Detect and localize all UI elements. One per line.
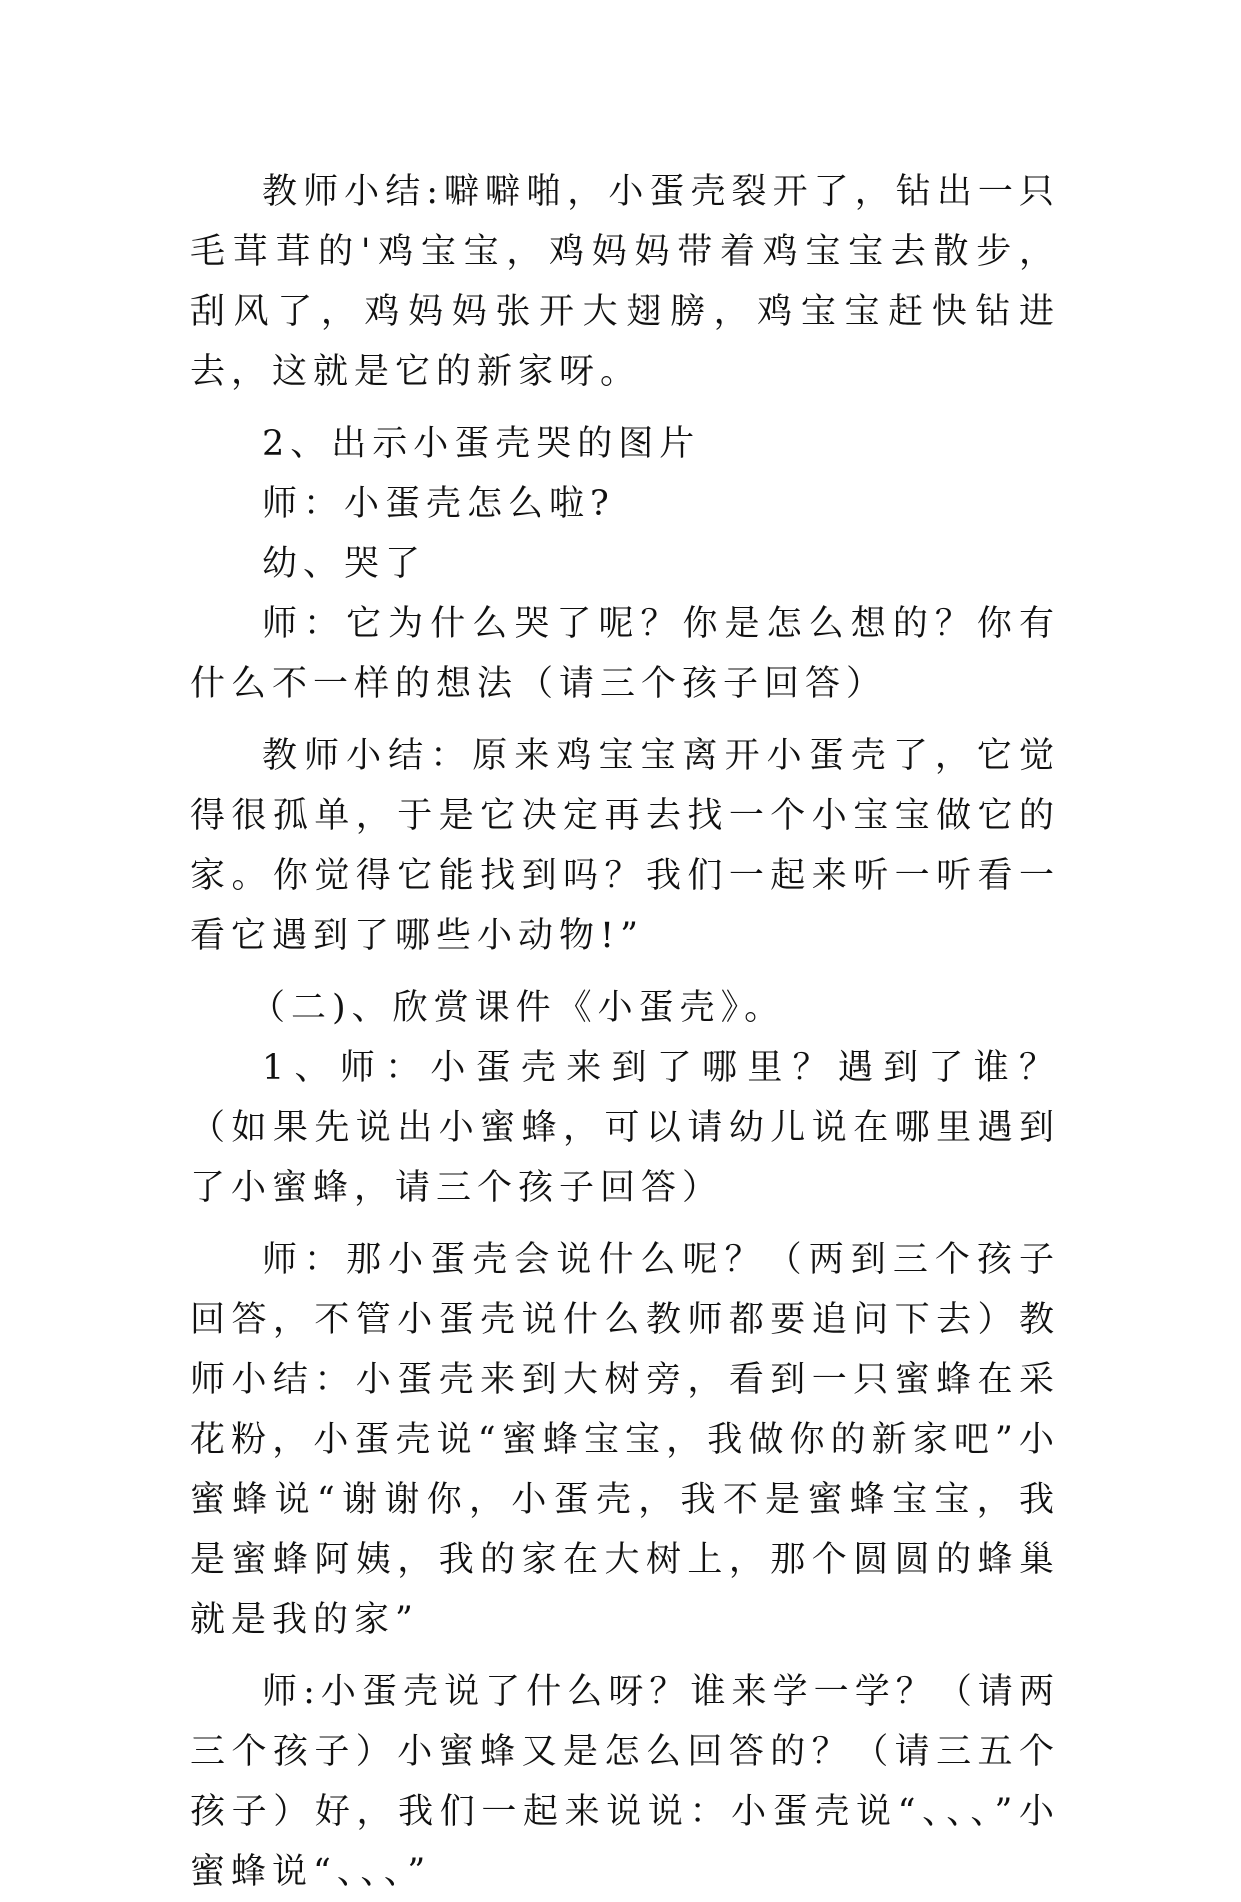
paragraph-practice-dialogue: 师:小蛋壳说了什么呀？谁来学一学？（请两三个孩子）小蜜蜂又是怎么回答的？（请三五个孩子）好，我们一起来说说：小蛋壳说“、、、”小蜜蜂说“、、、” xyxy=(190,1672,1060,1892)
paragraph-teacher-question-1: 师：小蛋壳怎么啦? xyxy=(262,484,615,524)
paragraph-teacher-summary-2: 教师小结：原来鸡宝宝离开小蛋壳了，它觉得很孤单，于是它决定再去找一个小宝宝做它的家。你觉得它能找到吗？我们一起来听一听看一看它遇到了哪些小动物!” xyxy=(190,736,1060,956)
paragraph-teacher-question-2: 师：它为什么哭了呢？你是怎么想的？你有什么不一样的想法（请三个孩子回答） xyxy=(190,604,1060,704)
paragraph-child-answer-1: 幼、哭了 xyxy=(262,544,427,584)
paragraph-section-heading: （二)、欣赏课件《小蛋壳》。 xyxy=(250,988,786,1028)
paragraph-teacher-summary-1: 教师小结:噼噼啪，小蛋壳裂开了，钻出一只毛茸茸的'鸡宝宝，鸡妈妈带着鸡宝宝去散步，刮风了，鸡妈妈张开大翅膀，鸡宝宝赶快钻进去，这就是它的新家呀。 xyxy=(190,172,1060,392)
paragraph-teacher-summary-3: 师：那小蛋壳会说什么呢？（两到三个孩子回答，不管小蛋壳说什么教师都要追问下去）教师小结：小蛋壳来到大树旁，看到一只蜜蜂在采花粉，小蛋壳说“蜜蜂宝宝，我做你的新家吧”小蜜蜂说“谢谢你，小蛋壳，我不是蜜蜂宝宝，我是蜜蜂阿姨，我的家在大树上，那个圆圆的蜂巢就是我的家” xyxy=(190,1240,1060,1640)
paragraph-teacher-question-3: 1、师：小蛋壳来到了哪里？遇到了谁？（如果先说出小蜜蜂，可以请幼儿说在哪里遇到了小蜜蜂，请三个孩子回答） xyxy=(190,1048,1060,1208)
document-body xyxy=(190,162,1060,1902)
paragraph-show-crying-picture: 2、出示小蛋壳哭的图片 xyxy=(262,424,701,464)
